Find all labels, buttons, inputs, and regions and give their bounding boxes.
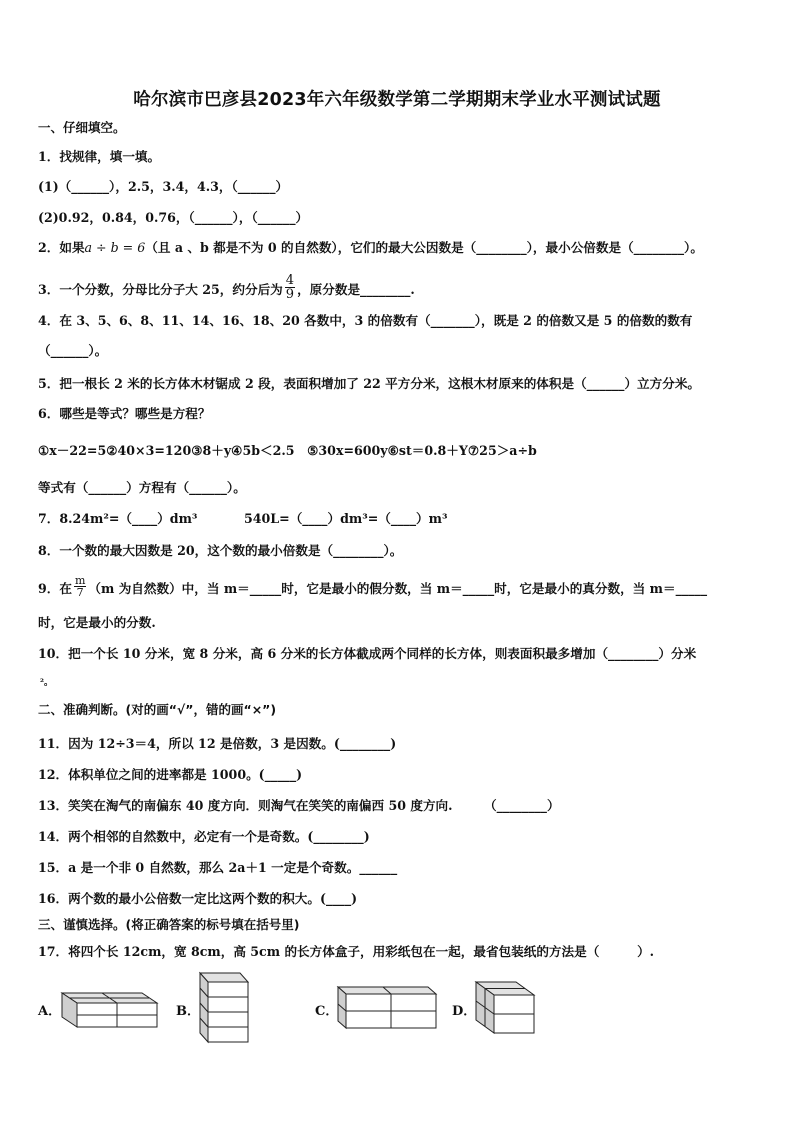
question-6-stem: 6．哪些是等式？哪些是方程？: [38, 406, 211, 421]
page-title: 哈尔滨市巴彦县2023年六年级数学第二学期期末学业水平测试试题: [133, 90, 661, 110]
question-4-line-1: 4．在 3、5、6、8、11、14、16、18、20 各数中，3 的倍数有（_______），既是 2 的倍数又是 5 的倍数的数有: [38, 313, 693, 328]
question-6-answer: 等式有（______）方程有（______）。: [38, 480, 246, 495]
question-7-part-a: 7．8.24m²=（____）dm³: [38, 511, 198, 526]
fraction-denominator: 7: [76, 586, 84, 599]
fraction-numerator: 4: [285, 273, 295, 288]
question-9-line-2: 时，它是最小的分数.: [38, 615, 156, 630]
option-c-figure: [336, 984, 438, 1030]
section-1-heading: 一、仔细填空。: [38, 120, 126, 135]
question-10-line-2: ²。: [40, 678, 53, 688]
question-1-stem: 1．找规律，填一填。: [38, 149, 161, 164]
question-5: 5．把一根长 2 米的长方体木材锯成 2 段，表面积增加了 22 平方分米，这根木材原来的体积是（______）立方分米。: [38, 376, 701, 391]
question-4-line-2: （______）。: [38, 343, 108, 358]
option-c-label[interactable]: C．: [315, 1004, 339, 1019]
fraction-denominator: 9: [285, 287, 295, 302]
question-7-part-b: 540L=（____）dm³=（____）m³: [244, 511, 448, 526]
option-b-label[interactable]: B．: [176, 1004, 200, 1019]
question-3-prefix: 3．一个分数，分母比分子大 25，约分后为: [38, 282, 283, 297]
question-13: 13．笑笑在淘气的南偏东 40 度方向．则淘气在笑笑的南偏西 50 度方向. （________）: [38, 798, 560, 813]
question-1-part-2: (2)0.92，0.84，0.76，（______），（______）: [38, 210, 309, 225]
question-14: 14．两个相邻的自然数中，必定有一个是奇数。(________): [38, 829, 370, 844]
question-9-suffix: （m 为自然数）中，当 m＝_____时，它是最小的假分数，当 m＝_____时，它是最小的真分数，当 m＝_____: [88, 581, 708, 596]
option-d-figure: [474, 979, 538, 1037]
question-9: [38, 574, 708, 601]
option-a-figure: [60, 985, 160, 1030]
question-1-part-1: (1)（______），2.5，3.4，4.3，（______）: [38, 179, 289, 194]
question-2-expression: a ÷ b = 6: [84, 240, 146, 255]
question-8: 8．一个数的最大因数是 20，这个数的最小倍数是（________）。: [38, 543, 403, 558]
question-2-suffix: （且 a 、b 都是不为 0 的自然数），它们的最大公因数是（________），最小公倍数是（________）。: [145, 240, 703, 255]
question-3-suffix: ，原分数是________.: [297, 282, 415, 297]
question-9-prefix: 9．在: [38, 581, 72, 596]
question-6-items: ①x－22=5②40×3=120③8＋y④5b＜2.5 ⑤30x=600y⑥st＝0.8＋Y⑦25＞a÷b: [38, 443, 537, 458]
section-3-heading: 三、谨慎选择。(将正确答案的标号填在括号里): [38, 917, 300, 932]
question-17-stem: 17．将四个长 12cm，宽 8cm，高 5cm 的长方体盒子，用彩纸包在一起，最省包装纸的方法是（ ）.: [38, 944, 655, 959]
fraction-numerator: m: [74, 574, 86, 587]
section-2-heading: 二、准确判断。(对的画“√”，错的画“×”): [38, 702, 277, 717]
option-d-label[interactable]: D．: [452, 1004, 477, 1019]
question-3: [38, 273, 415, 304]
question-9-fraction: [74, 575, 86, 598]
option-b-figure: [198, 970, 250, 1044]
question-2-prefix: 2．如果: [38, 240, 85, 255]
question-11: 11．因为 12÷3＝4，所以 12 是倍数，3 是因数。(________): [38, 736, 397, 751]
option-a-label[interactable]: A．: [38, 1004, 62, 1019]
question-10-line-1: 10．把一个长 10 分米，宽 8 分米，高 6 分米的长方体截成两个同样的长方体，则表面积最多增加（________）分米: [38, 646, 697, 661]
question-15: 15．a 是一个非 0 自然数，那么 2a＋1 一定是个奇数。______: [38, 860, 398, 875]
question-12: 12．体积单位之间的进率都是 1000。(_____): [38, 767, 303, 782]
question-3-fraction: [285, 274, 295, 301]
question-2: [38, 240, 703, 256]
question-16: 16．两个数的最小公倍数一定比这两个数的积大。(____): [38, 891, 358, 906]
